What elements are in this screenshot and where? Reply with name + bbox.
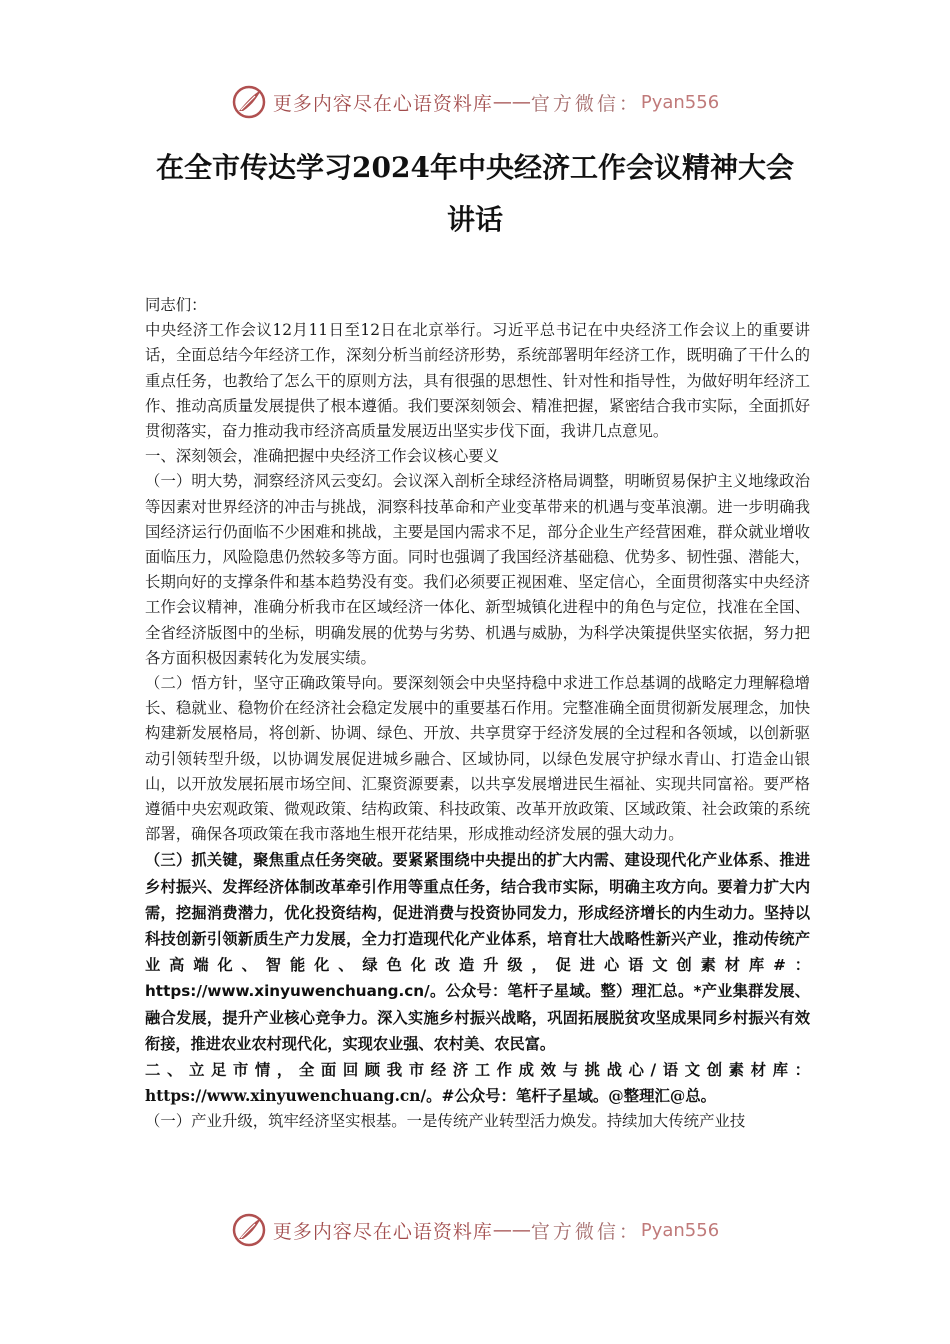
banner-wechat-label: 官方微信： <box>530 92 641 115</box>
header-watermark-banner <box>0 80 950 124</box>
banner-brand-text: 更多内容尽在心语资料库 <box>272 92 493 115</box>
paragraph-2-1: （一）产业升级，筑牢经济坚实根基。一是传统产业转型活力焕发。持续加大传统产业技 <box>145 1112 746 1131</box>
quill-logo-icon <box>231 84 267 120</box>
title-line-2: 讲话 <box>446 203 503 236</box>
quill-logo-icon <box>231 1212 267 1248</box>
salutation: 同志们： <box>145 296 207 314</box>
document-body <box>145 293 810 1134</box>
banner-wechat-id: Pyan556 <box>640 1219 720 1241</box>
banner-wechat-id: Pyan556 <box>640 91 720 113</box>
title-line-1: 在全市传达学习2024年中央经济工作会议精神大会 <box>156 151 794 184</box>
banner-brand-text: 更多内容尽在心语资料库 <box>272 1220 493 1243</box>
paragraph-1-3: （三）抓关键，聚焦重点任务突破。要紧紧围绕中央提出的扩大内需、建设现代化产业体系、推进乡村振兴、发挥经济体制改革牵引作用等重点任务，结合我市实际，明确主攻方向。要着力扩大内需，挖掘消费潜力，优化投资结构，促进消费与投资协同发力，形成经济增长的内生动力。坚持以科技创新引领新质生产力发展，全力打造现代化产业体系，培育壮大战略性新兴产业，推动传统产业高端化、智能化、绿色化改造升级，促进心语文创素材库#：https://www.xinyuwenchuang.cn/。公众号：笔杆子星域。整）理汇总。*产业集群发展、融合发展，提升产业核心竞争力。深入实施乡村振兴战略，巩固拓展脱贫攻坚成果同乡村振兴有效衔接，推进农业农村现代化，实现农业强、农村美、农民富。 <box>145 851 810 1053</box>
document-title <box>120 142 830 246</box>
section-heading-1: 一、深刻领会，准确把握中央经济工作会议核心要义 <box>145 447 499 466</box>
paragraph-1-1: （一）明大势，洞察经济风云变幻。会议深入剖析全球经济格局调整，明晰贸易保护主义地缘政治等因素对世界经济的冲击与挑战，洞察科技革命和产业变革带来的机遇与变革浪潮。进一步明确我国经济运行仍面临不少困难和挑战，主要是国内需求不足，部分企业生产经营困难，群众就业增收面临压力，风险隐患仍然较多等方面。同时也强调了我国经济基础稳、优势多、韧性强、潜能大，长期向好的支撑条件和基本趋势没有变。我们必须要正视困难、坚定信心，全面贯彻落实中央经济工作会议精神，准确分析我市在区域经济一体化、新型城镇化进程中的角色与定位，找准在全国、全省经济版图中的坐标，明确发展的优势与劣势、机遇与威胁，为科学决策提供坚实依据，努力把各方面积极因素转化为发展实绩。 <box>145 472 810 667</box>
intro-paragraph: 中央经济工作会议12月11日至12日在北京举行。习近平总书记在中央经济工作会议上的重要讲话，全面总结今年经济工作，深刻分析当前经济形势，系统部署明年经济工作，既明确了干什么的重点任务，也教给了怎么干的原则方法，具有很强的思想性、针对性和指导性，为做好明年经济工作、推动高质量发展提供了根本遵循。我们要深刻领会、精准把握，紧密结合我市实际，全面抓好贯彻落实，奋力推动我市经济高质量发展迈出坚实步伐下面，我讲几点意见。 <box>145 321 810 441</box>
paragraph-1-2: （二）悟方针，坚守正确政策导向。要深刻领会中央坚持稳中求进工作总基调的战略定力理解稳增长、稳就业、稳物价在经济社会稳定发展中的重要基石作用。完整准确全面贯彻新发展理念，加快构建新发展格局，将创新、协调、绿色、开放、共享贯穿于经济发展的全过程和各领域，以创新驱动引领转型升级，以协调发展促进城乡融合、区域协同，以绿色发展守护绿水青山、打造金山银山，以开放发展拓展市场空间、汇聚资源要素，以共享发展增进民生福祉、实现共同富裕。要严格遵循中央宏观政策、微观政策、结构政策、科技政策、改革开放政策、区域政策、社会政策的系统部署，确保各项政策在我市落地生根开花结果，形成推动经济发展的强大动力。 <box>145 674 810 844</box>
footer-watermark-banner <box>0 1208 950 1252</box>
banner-dash: —— <box>492 1219 531 1241</box>
banner-dash: —— <box>492 91 531 113</box>
banner-wechat-label: 官方微信： <box>530 1220 641 1243</box>
section-heading-2: 二、立足市情，全面回顾我市经济工作成效与挑战心/语文创素材库：https://www.xinyuwenchuang.cn/。#公众号：笔杆子星域。@整理汇@总。 <box>145 1061 810 1106</box>
